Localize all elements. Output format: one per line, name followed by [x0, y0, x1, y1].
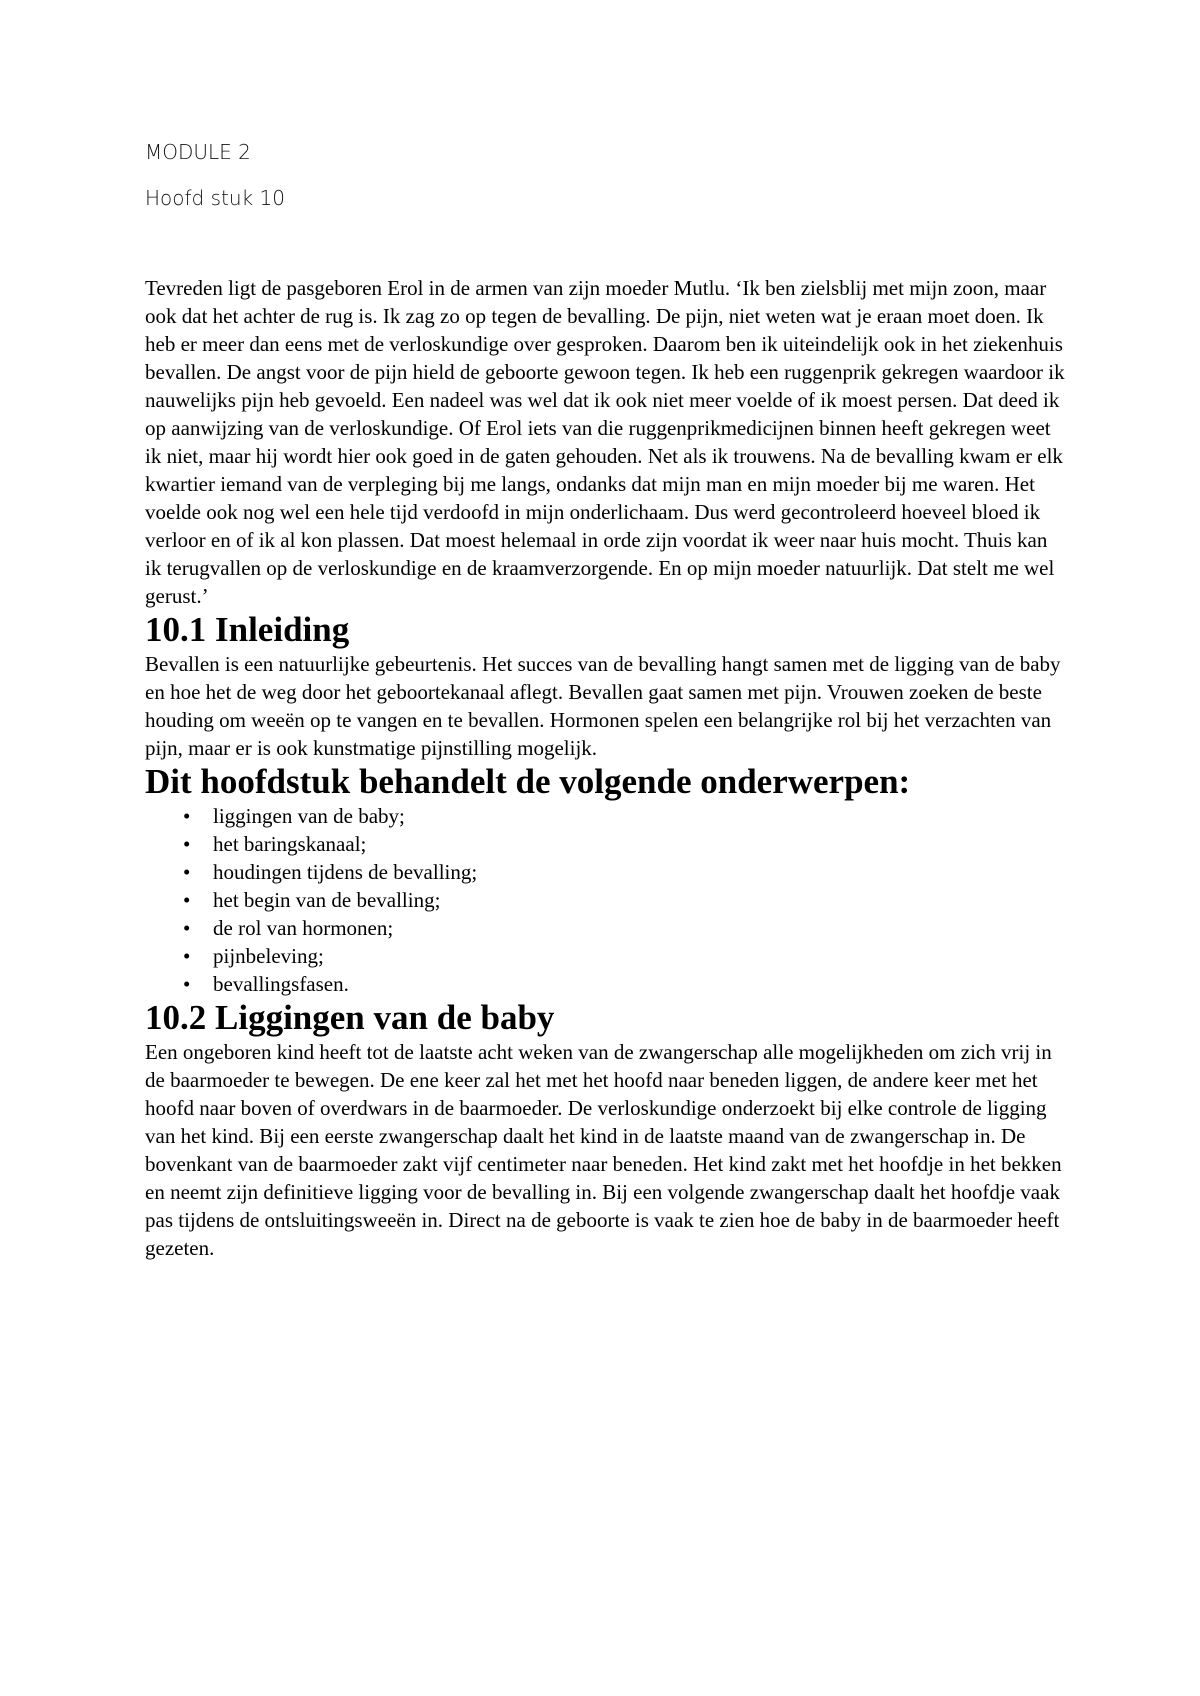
section-heading-liggingen: 10.2 Liggingen van de baby [145, 998, 555, 1037]
section-heading-inleiding: 10.1 Inleiding [145, 610, 350, 649]
page-content [145, 140, 1065, 1262]
module-label: MODULE 2 [145, 140, 251, 164]
list-item [183, 858, 1065, 886]
list-item [183, 942, 1065, 970]
list-item-text: liggingen van de baby; [213, 804, 405, 828]
chapter-label: Hoofd stuk 10 [145, 186, 285, 210]
bullet-icon: • [183, 944, 191, 968]
list-item [183, 970, 1065, 998]
topics-heading: Dit hoofdstuk behandelt de volgende onderwerpen: [145, 762, 911, 801]
topics-list [145, 802, 1065, 998]
list-item [183, 802, 1065, 830]
bullet-icon: • [183, 972, 191, 996]
bullet-icon: • [183, 832, 191, 856]
list-item [183, 886, 1065, 914]
list-item [183, 830, 1065, 858]
liggingen-paragraph: Een ongeboren kind heeft tot de laatste acht weken van de zwangerschap alle mogelijkheden om zich vrij in de baarmoeder te bewegen. De ene keer zal het met het hoofd naar beneden liggen, de andere keer met het hoofd naar boven of overdwars in de baarmoeder. De verloskundige onderzoekt bij elke controle de ligging van het kind. Bij een eerste zwangerschap daalt het kind in de laatste maand van de zwangerschap in. De bovenkant van de baarmoeder zakt vijf centimeter naar beneden. Het kind zakt met het hoofdje in het bekken en neemt zijn definitieve ligging voor de bevalling in. Bij een volgende zwangerschap daalt het hoofdje vaak pas tijdens de ontsluitingsweeën in. Direct na de geboorte is vaak te zien hoe de baby in de baarmoeder heeft gezeten. [145, 1040, 1062, 1260]
list-item-text: het begin van de bevalling; [213, 888, 441, 912]
list-item-text: het baringskanaal; [213, 832, 367, 856]
inleiding-paragraph: Bevallen is een natuurlijke gebeurtenis. Het succes van de bevalling hangt samen met de ligging van de baby en hoe het de weg door het geboortekanaal aflegt. Bevallen gaat samen met pijn. Vrouwen zoeken de beste houding om weeën op te vangen en te bevallen. Hormonen spelen een belangrijke rol bij het verzachten van pijn, maar er is ook kunstmatige pijnstilling mogelijk. [145, 652, 1061, 760]
bullet-icon: • [183, 860, 191, 884]
list-item-text: de rol van hormonen; [213, 916, 394, 940]
list-item-text: pijnbeleving; [213, 944, 324, 968]
bullet-icon: • [183, 888, 191, 912]
list-item-text: bevallingsfasen. [213, 972, 349, 996]
intro-paragraph: Tevreden ligt de pasgeboren Erol in de armen van zijn moeder Mutlu. ‘Ik ben zielsblij met mijn zoon, maar ook dat het achter de rug is. Ik zag zo op tegen de bevalling. De pijn, niet weten wat je eraan moet doen. Ik heb er meer dan eens met de verloskundige over gesproken. Daarom ben ik uiteindelijk ook in het ziekenhuis bevallen. De angst voor de pijn hield de geboorte gewoon tegen. Ik heb een ruggenprik gekregen waardoor ik nauwelijks pijn heb gevoeld. Een nadeel was wel dat ik ook niet meer voelde of ik moest persen. Dat deed ik op aanwijzing van de verloskundige. Of Erol iets van die ruggenprikmedicijnen binnen heeft gekregen weet ik niet, maar hij wordt hier ook goed in de gaten gehouden. Net als ik trouwens. Na de bevalling kwam er elk kwartier iemand van de verpleging bij me langs, ondanks dat mijn man en mijn moeder bij me waren. Het voelde ook nog wel een hele tijd verdoofd in mijn onderlichaam. Dus werd gecontroleerd hoeveel bloed ik verloor en of ik al kon plassen. Dat moest helemaal in orde zijn voordat ik weer naar huis mocht. Thuis kan ik terugvallen op de verloskundige en de kraamverzorgende. En op mijn moeder natuurlijk. Dat stelt me wel gerust.’ [145, 276, 1065, 608]
bullet-icon: • [183, 804, 191, 828]
list-item [183, 914, 1065, 942]
list-item-text: houdingen tijdens de bevalling; [213, 860, 478, 884]
bullet-icon: • [183, 916, 191, 940]
